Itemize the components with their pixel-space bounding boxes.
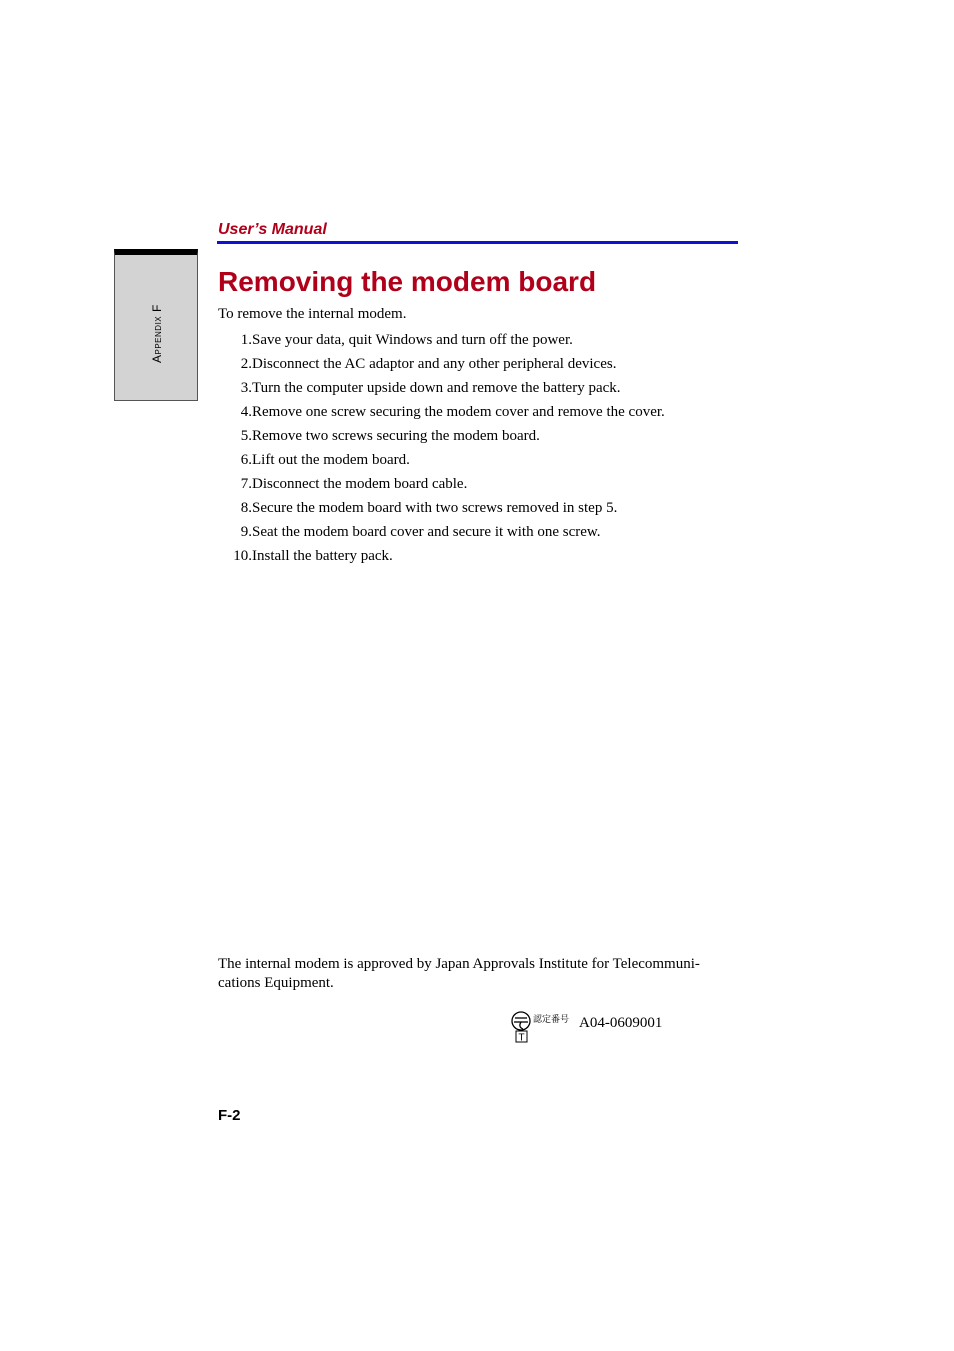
steps-list	[218, 330, 665, 570]
step-number: 2.	[240, 356, 252, 372]
header-rule	[217, 241, 738, 244]
approval-line-1: The internal modem is approved by Japan Approvals Institute for Telecommuni-	[218, 956, 700, 972]
step-number: 9.	[240, 524, 252, 540]
list-item	[218, 426, 665, 450]
step-text: Remove one screw securing the modem cover and remove the cover.	[252, 404, 665, 420]
telecom-approval-mark-icon	[510, 1010, 572, 1044]
intro-text: To remove the internal modem.	[218, 306, 407, 322]
list-item	[218, 522, 665, 546]
step-text: Lift out the modem board.	[252, 452, 410, 468]
page-number: F-2	[218, 1107, 241, 1124]
certification-number: A04-0609001	[579, 1015, 663, 1031]
list-item	[218, 378, 665, 402]
list-item	[218, 474, 665, 498]
step-number: 8.	[240, 500, 252, 516]
list-item	[218, 330, 665, 354]
list-item	[218, 354, 665, 378]
list-item	[218, 450, 665, 474]
step-number: 1.	[240, 332, 252, 348]
step-number: 4.	[240, 404, 252, 420]
running-header-title: User’s Manual	[218, 221, 327, 238]
list-item	[218, 546, 665, 570]
step-text: Save your data, quit Windows and turn off the power.	[252, 332, 573, 348]
step-number: 5.	[240, 428, 252, 444]
step-text: Disconnect the AC adaptor and any other peripheral devices.	[252, 356, 617, 372]
step-text: Install the battery pack.	[252, 548, 393, 564]
list-item	[218, 498, 665, 522]
appendix-tab-label: Appendix F	[150, 304, 164, 363]
list-item	[218, 402, 665, 426]
approval-line-2: cations Equipment.	[218, 975, 334, 991]
approval-paragraph	[218, 955, 738, 993]
section-heading: Removing the modem board	[218, 266, 597, 297]
step-text: Secure the modem board with two screws removed in step 5.	[252, 500, 618, 516]
mark-label: 認定番号	[533, 1015, 570, 1025]
mark-symbol: T	[518, 1032, 525, 1044]
step-number: 6.	[240, 452, 252, 468]
step-number: 3.	[240, 380, 252, 396]
step-number: 7.	[240, 476, 252, 492]
step-text: Disconnect the modem board cable.	[252, 476, 468, 492]
step-number: 10.	[233, 548, 252, 564]
step-text: Seat the modem board cover and secure it with one screw.	[252, 524, 601, 540]
step-text: Remove two screws securing the modem board.	[252, 428, 540, 444]
step-text: Turn the computer upside down and remove the battery pack.	[252, 380, 621, 396]
